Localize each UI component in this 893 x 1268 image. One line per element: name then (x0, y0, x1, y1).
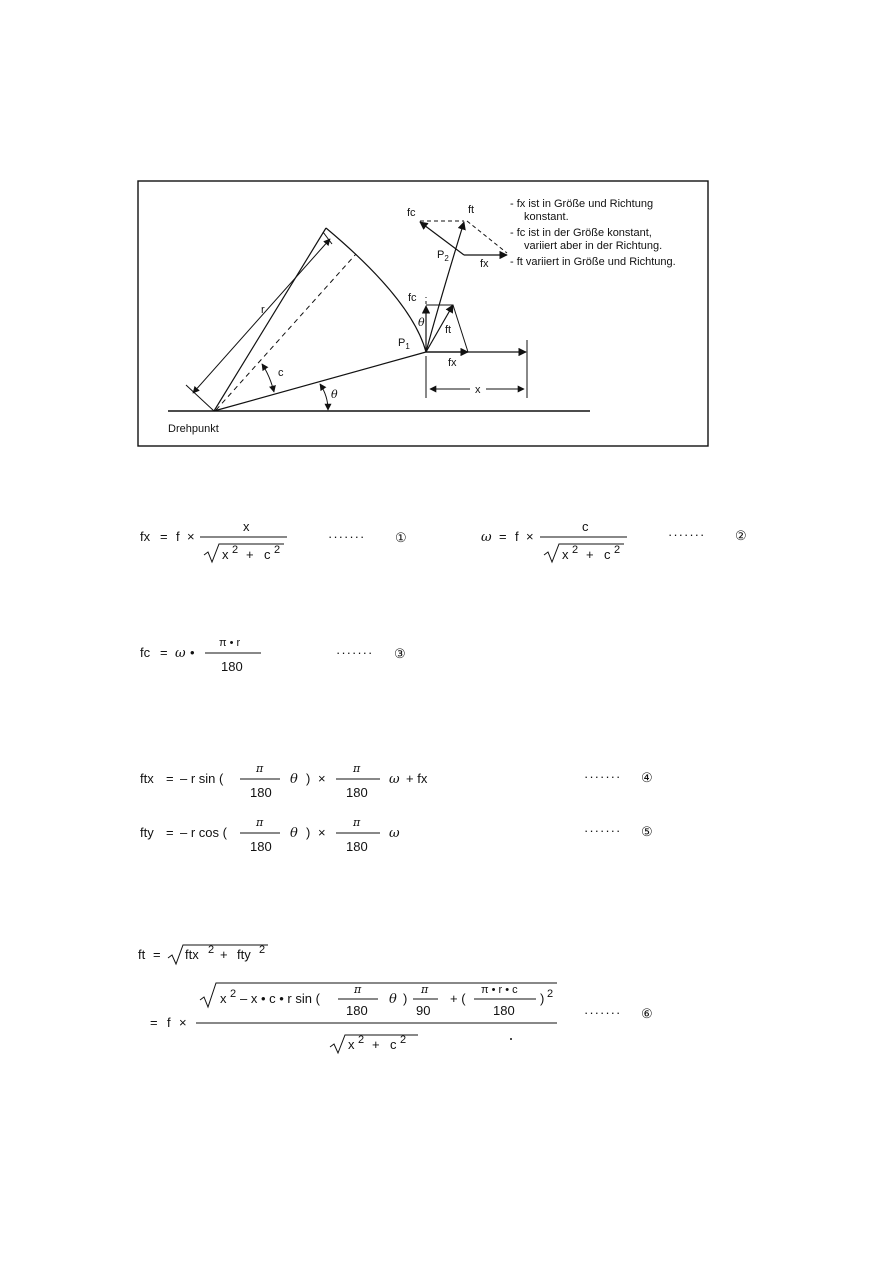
eq6-root1: ftx (185, 947, 199, 962)
label-fc-p2: fc (407, 207, 416, 219)
eq5-pi: π (256, 816, 264, 829)
eq6-num-a-exp: 2 (230, 988, 237, 1000)
eq6-den-b: c (390, 1037, 397, 1052)
label-ft-p1: ft (445, 324, 452, 336)
eq2-dots: ······· (668, 527, 706, 542)
note-line-1: - fx ist in Größe und Richtung (510, 198, 654, 210)
dashed-c-line (216, 254, 356, 410)
eq5-marker: ⑤ (641, 824, 653, 839)
eq4-close: ) (306, 771, 311, 786)
eq4-times: × (318, 771, 326, 786)
eq4-dots: ······· (584, 769, 622, 784)
eq2-times: × (526, 529, 534, 544)
eq5-equals: = (166, 825, 174, 840)
eq6-close2: ) (540, 991, 545, 1006)
pivot-to-p1-line (214, 352, 426, 411)
eq6-root2: fty (237, 947, 251, 962)
eq4-den2: 180 (346, 785, 368, 800)
eq1-numerator: x (243, 519, 250, 534)
eq6-den180b: 180 (493, 1003, 515, 1018)
eq2-f: f (515, 529, 519, 544)
eq2-den-a-exp: 2 (572, 544, 579, 556)
label-p1-base: P (398, 337, 406, 349)
equation-1 (140, 519, 407, 562)
eq6-den180: 180 (346, 1003, 368, 1018)
eq6-equals: = (153, 947, 161, 962)
eq2-den-b-exp: 2 (614, 544, 621, 556)
label-p2-sub: 2 (444, 254, 449, 263)
eq6-equals-2: = (150, 1015, 158, 1030)
eq4-pre: – r sin ( (180, 771, 224, 786)
eq4-theta: θ (290, 772, 298, 787)
eq4-omega: ω (389, 772, 400, 787)
eq1-times: × (187, 529, 195, 544)
equation-3 (140, 637, 406, 674)
eq4-lhs: ftx (140, 771, 154, 786)
eq4-pi: π (256, 762, 264, 775)
eq4-tail: + fx (406, 771, 428, 786)
eq6-dots: ······· (584, 1005, 622, 1020)
eq4-den: 180 (250, 785, 272, 800)
eq6-close: ) (403, 991, 408, 1006)
angle-theta-arrow (320, 384, 328, 410)
eq6-f: f (167, 1015, 171, 1030)
force-diagram (138, 181, 708, 446)
eq2-den-b: c (604, 547, 611, 562)
eq3-numerator: π • r (219, 637, 241, 649)
parallelogram-side (453, 305, 468, 352)
eq5-pi2: π (353, 816, 361, 829)
eq3-dots: ······· (336, 645, 374, 660)
eq3-marker: ③ (394, 646, 406, 661)
stray-dot (510, 1038, 512, 1040)
eq6-root1-exp: 2 (208, 944, 215, 956)
eq6-lhs: ft (138, 947, 146, 962)
equation-2 (481, 519, 747, 562)
eq6-den-a: x (348, 1037, 355, 1052)
eq3-denominator: 180 (221, 659, 243, 674)
arc-path (326, 228, 426, 352)
eq3-lhs: fc (140, 645, 151, 660)
eq2-marker: ② (735, 528, 747, 543)
eq4-equals: = (166, 771, 174, 786)
eq6-prc: π • r • c (481, 984, 518, 996)
eq6-pi90: π (421, 983, 429, 996)
equation-5 (140, 816, 653, 854)
eq5-omega: ω (389, 826, 400, 841)
eq6-plus2: + ( (450, 991, 466, 1006)
label-fx-p1: fx (448, 357, 457, 369)
eq3-omega: ω (175, 646, 186, 661)
eq6-den-b-exp: 2 (400, 1034, 407, 1046)
note-line-4: variiert aber in der Richtung. (524, 240, 663, 252)
eq6-num-a: x (220, 991, 227, 1006)
eq2-plus: + (586, 547, 594, 562)
eq6-den-plus: + (372, 1037, 380, 1052)
eq2-equals: = (499, 529, 507, 544)
eq6-root2-exp: 2 (259, 944, 266, 956)
eq5-dots: ······· (584, 823, 622, 838)
label-p2 (437, 249, 449, 263)
eq1-sqrt (204, 544, 284, 562)
eq6-den90: 90 (416, 1003, 431, 1018)
label-r: r (261, 304, 265, 316)
eq5-den: 180 (250, 839, 272, 854)
eq2-lhs: ω (481, 530, 492, 545)
note-line-3: - fc ist in der Größe konstant, (510, 227, 652, 239)
eq5-den2: 180 (346, 839, 368, 854)
eq6-plus: + (220, 947, 228, 962)
dim-r (193, 239, 330, 393)
ft-dashed-side (467, 221, 507, 253)
eq1-lhs: fx (140, 529, 151, 544)
eq6-marker: ⑥ (641, 1006, 653, 1021)
eq5-times: × (318, 825, 326, 840)
label-theta: θ (331, 388, 338, 401)
eq4-pi2: π (353, 762, 361, 775)
eq2-sqrt (544, 544, 624, 562)
eq6-sqrt-top (168, 945, 268, 964)
label-p2-base: P (437, 249, 445, 261)
note-line-2: konstant. (524, 211, 569, 223)
label-p1 (398, 337, 410, 351)
label-c: c (278, 367, 284, 379)
eq5-pre: – r cos ( (180, 825, 227, 840)
eq6-num-b: – x • c • r sin ( (240, 991, 320, 1006)
eq1-den-b-exp: 2 (274, 544, 281, 556)
eq5-theta: θ (290, 826, 298, 841)
label-fx-p2: fx (480, 258, 489, 270)
eq2-den-a: x (562, 547, 569, 562)
label-x: x (475, 384, 481, 396)
eq1-marker: ① (395, 530, 407, 545)
angle-c-arrow (262, 364, 274, 392)
eq4-marker: ④ (641, 770, 653, 785)
eq6-times: × (179, 1015, 187, 1030)
eq2-numerator: c (582, 519, 589, 534)
eq6-den-a-exp: 2 (358, 1034, 365, 1046)
note-line-5: - ft variiert in Größe und Richtung. (510, 256, 676, 268)
label-fc-p1: fc (408, 292, 417, 304)
figure-notes (510, 198, 676, 268)
equation-6 (138, 944, 653, 1053)
eq1-equals: = (160, 529, 168, 544)
label-p1-sub: 1 (405, 342, 410, 351)
eq1-f: f (176, 529, 180, 544)
eq1-den-a: x (222, 547, 229, 562)
dim-r-tick-1 (186, 385, 214, 411)
eq1-den-b: c (264, 547, 271, 562)
eq3-dot: • (190, 645, 195, 660)
eq6-sq: 2 (547, 988, 554, 1000)
eq5-lhs: fty (140, 825, 154, 840)
label-theta-p1: θ (418, 316, 425, 329)
eq3-equals: = (160, 645, 168, 660)
eq1-dots: ······· (328, 529, 366, 544)
label-ft-p2: ft (468, 204, 475, 216)
arm-line (214, 228, 326, 411)
eq5-close: ) (306, 825, 311, 840)
eq1-plus: + (246, 547, 254, 562)
eq6-theta: θ (389, 992, 397, 1007)
eq6-pi: π (354, 983, 362, 996)
label-pivot: Drehpunkt (168, 423, 219, 435)
equation-4 (140, 762, 653, 800)
eq1-den-a-exp: 2 (232, 544, 239, 556)
